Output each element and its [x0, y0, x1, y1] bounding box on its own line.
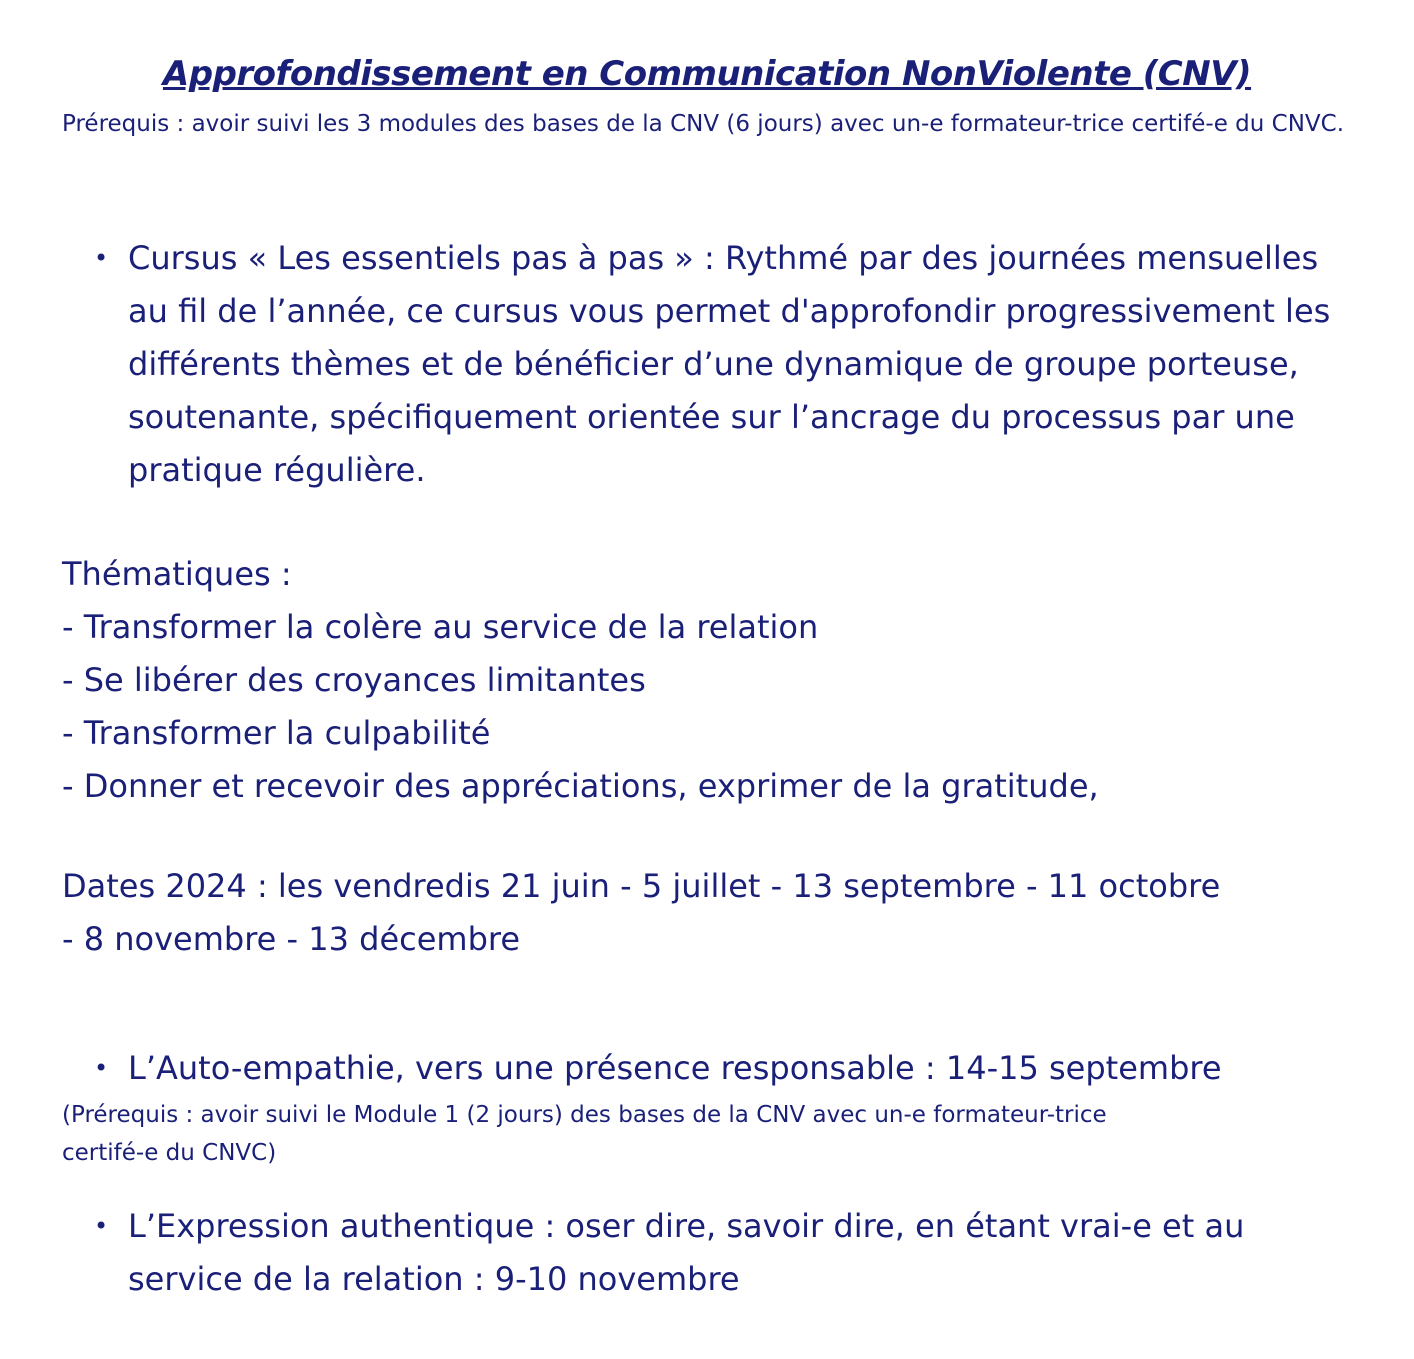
- auto-empathie-prerequisite-line-2: certifé-e du CNVC): [62, 1140, 277, 1166]
- thematique-item: - Transformer la culpabilité: [62, 714, 491, 752]
- auto-empathie-prerequisite-line-1: (Prérequis : avoir suivi le Module 1 (2 jours) des bases de la CNV avec un-e formateur-trice: [62, 1102, 1107, 1128]
- prerequisite-text: Prérequis : avoir suivi les 3 modules des bases de la CNV (6 jours) avec un-e formateur-trice certifé-e du CNVC.: [62, 111, 1345, 137]
- auto-empathie-list-item: [94, 1042, 1338, 1095]
- expression-list-item: [94, 1200, 1338, 1306]
- thematiques-heading: Thématiques :: [62, 555, 292, 593]
- auto-empathie-text: L’Auto-empathie, vers une présence responsable : 14-15 septembre: [128, 1049, 1222, 1087]
- dates-line-1: Dates 2024 : les vendredis 21 juin - 5 juillet - 13 septembre - 11 octobre: [62, 867, 1221, 905]
- thematique-item: - Donner et recevoir des appréciations, exprimer de la gratitude,: [62, 767, 1099, 805]
- cursus-text: Cursus « Les essentiels pas à pas » : Rythmé par des journées mensuelles au fil de l’année, ce cursus vous permet d'approfondir progressivement les différents thèmes et de bénéficier d’une dynamique de groupe porteuse, soutenante, spécifiquement orientée sur l’ancrage du processus par une pratique régulière.: [128, 239, 1331, 489]
- bullet-icon: •: [94, 1054, 109, 1082]
- thematique-item: - Se libérer des croyances limitantes: [62, 661, 646, 699]
- expression-text: L’Expression authentique : oser dire, savoir dire, en étant vrai-e et au service de la relation : 9-10 novembre: [128, 1207, 1245, 1298]
- dates-section: [62, 860, 1362, 966]
- bullet-icon: •: [94, 244, 109, 272]
- dates-line-2: - 8 novembre - 13 décembre: [62, 920, 521, 958]
- auto-empathie-prerequisite: [62, 1096, 1312, 1172]
- cursus-list-item: [94, 232, 1338, 497]
- bullet-icon: •: [94, 1212, 109, 1240]
- thematiques-section: [62, 548, 1362, 813]
- thematique-item: - Transformer la colère au service de la relation: [62, 608, 819, 646]
- document-title: Approfondissement en Communication NonViolente (CNV): [162, 54, 1252, 94]
